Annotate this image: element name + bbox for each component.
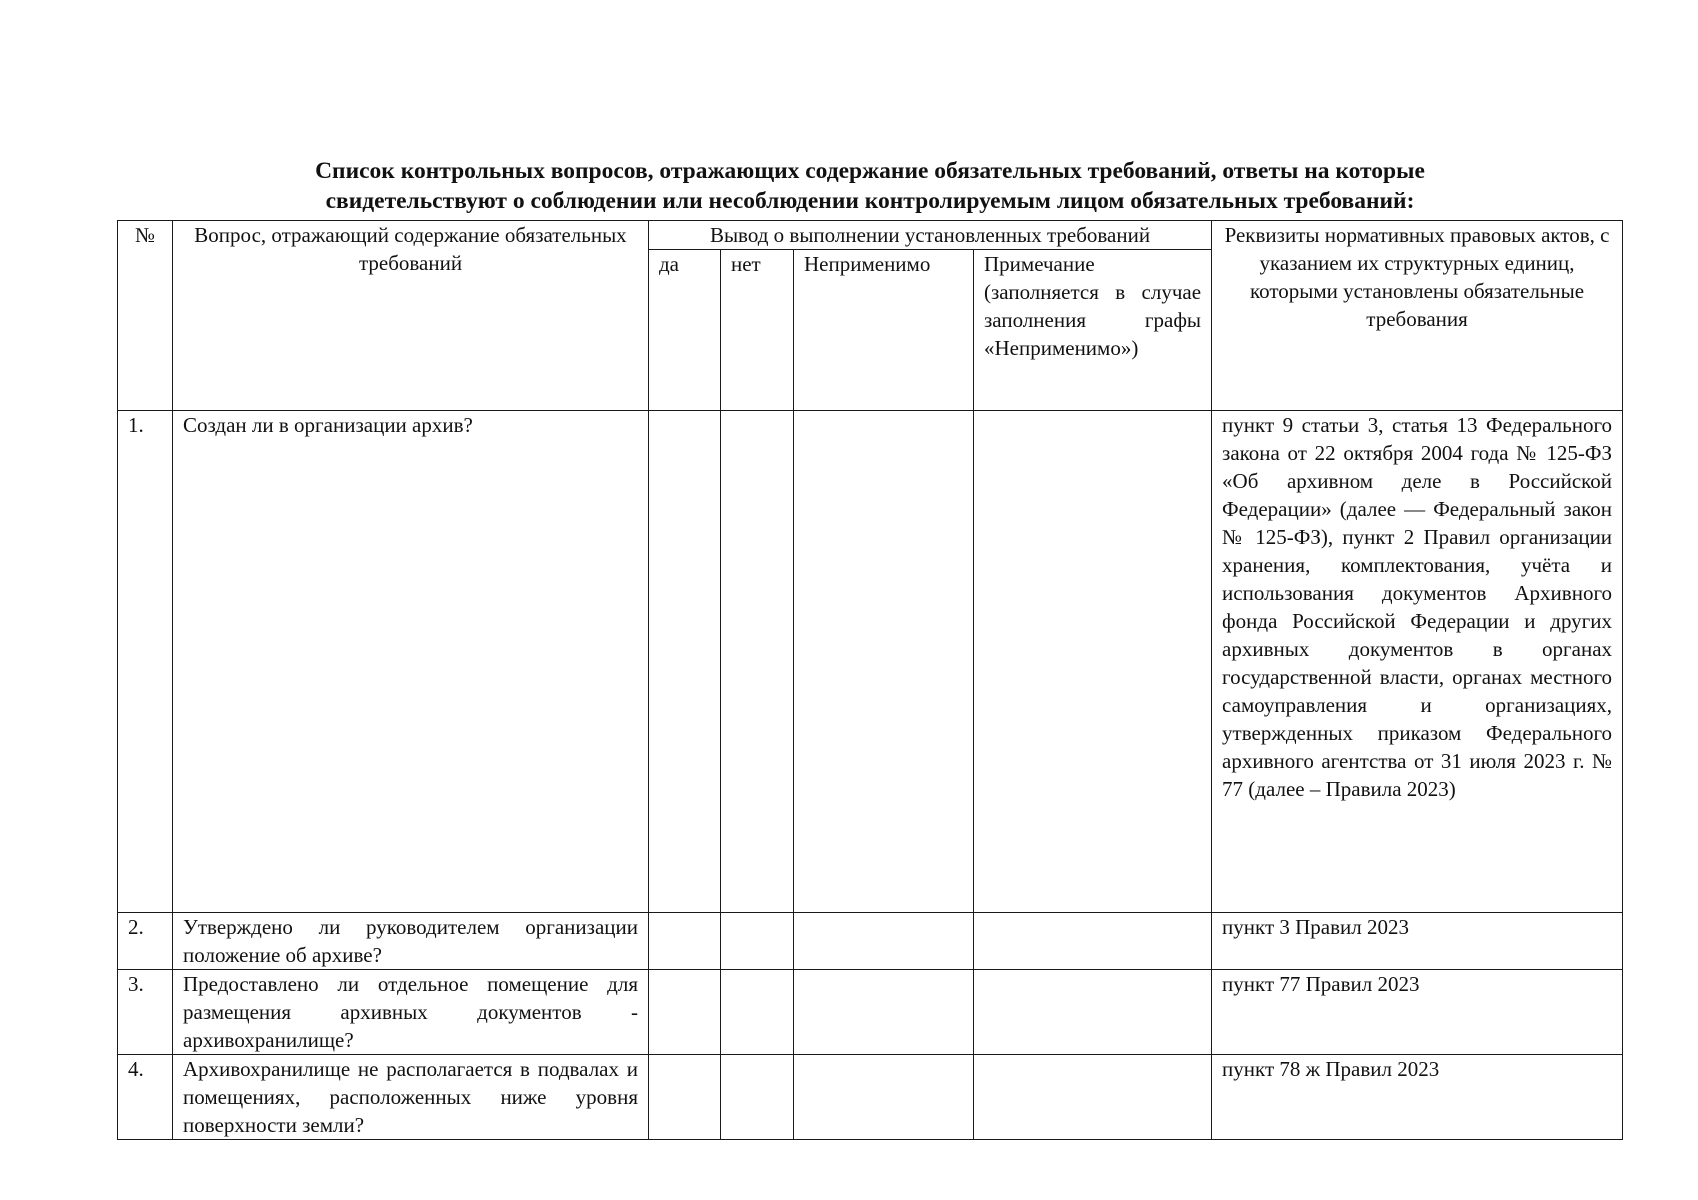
cell-not-applicable[interactable] — [794, 970, 974, 1055]
header-note: Примечание (заполняется в случае заполнения графы «Неприменимо») — [974, 250, 1212, 411]
cell-not-applicable[interactable] — [794, 913, 974, 970]
table-header — [118, 221, 1623, 411]
table-row — [118, 1055, 1623, 1140]
header-question: Вопрос, отражающий содержание обязательных требований — [173, 221, 649, 411]
row-requisites: пункт 9 статьи 3, статья 13 Федерального закона от 22 октября 2004 года № 125-ФЗ «Об архивном деле в Российской Федерации» (далее — Федеральный закон № 125-ФЗ), пункт 2 Правил организации хранения, комплектования, учёта и использования документов Архивного фонда Российской Федерации и других архивных документов в органах государственной власти, органах местного самоуправления и организациях, утвержденных приказом Федерального архивного агентства от 31 июля 2023 г. № 77 (далее – Правила 2023) — [1212, 411, 1623, 913]
cell-note[interactable] — [974, 913, 1212, 970]
cell-note[interactable] — [974, 970, 1212, 1055]
table-row — [118, 411, 1623, 913]
header-not-applicable: Неприменимо — [794, 250, 974, 411]
row-requisites: пункт 3 Правил 2023 — [1212, 913, 1623, 970]
table-row — [118, 913, 1623, 970]
cell-yes[interactable] — [649, 411, 721, 913]
cell-yes[interactable] — [649, 913, 721, 970]
checklist-table — [117, 220, 1623, 1140]
cell-not-applicable[interactable] — [794, 1055, 974, 1140]
document-title — [150, 156, 1590, 216]
row-question: Предоставлено ли отдельное помещение для размещения архивных документов - архивохранилище? — [173, 970, 649, 1055]
cell-no[interactable] — [721, 913, 794, 970]
document-title-line-1: Список контрольных вопросов, отражающих содержание обязательных требований, ответы на которые — [315, 158, 1425, 184]
row-num: 3. — [118, 970, 173, 1055]
row-question: Архивохранилище не располагается в подвалах и помещениях, расположенных ниже уровня поверхности земли? — [173, 1055, 649, 1140]
header-conclusion: Вывод о выполнении установленных требований — [649, 221, 1212, 250]
cell-no[interactable] — [721, 1055, 794, 1140]
cell-no[interactable] — [721, 970, 794, 1055]
cell-yes[interactable] — [649, 970, 721, 1055]
cell-not-applicable[interactable] — [794, 411, 974, 913]
row-num: 1. — [118, 411, 173, 913]
cell-note[interactable] — [974, 1055, 1212, 1140]
row-num: 2. — [118, 913, 173, 970]
row-requisites: пункт 78 ж Правил 2023 — [1212, 1055, 1623, 1140]
row-question: Утверждено ли руководителем организации положение об архиве? — [173, 913, 649, 970]
row-num: 4. — [118, 1055, 173, 1140]
cell-yes[interactable] — [649, 1055, 721, 1140]
row-requisites: пункт 77 Правил 2023 — [1212, 970, 1623, 1055]
document-title-line-2: свидетельствуют о соблюдении или несоблюдении контролируемым лицом обязательных требований: — [325, 188, 1415, 214]
table-row — [118, 970, 1623, 1055]
header-yes: да — [649, 250, 721, 411]
cell-no[interactable] — [721, 411, 794, 913]
header-no: нет — [721, 250, 794, 411]
header-num: № — [118, 221, 173, 411]
header-requisites: Реквизиты нормативных правовых актов, с указанием их структурных единиц, которыми установлены обязательные требования — [1212, 221, 1623, 411]
row-question: Создан ли в организации архив? — [173, 411, 649, 913]
cell-note[interactable] — [974, 411, 1212, 913]
